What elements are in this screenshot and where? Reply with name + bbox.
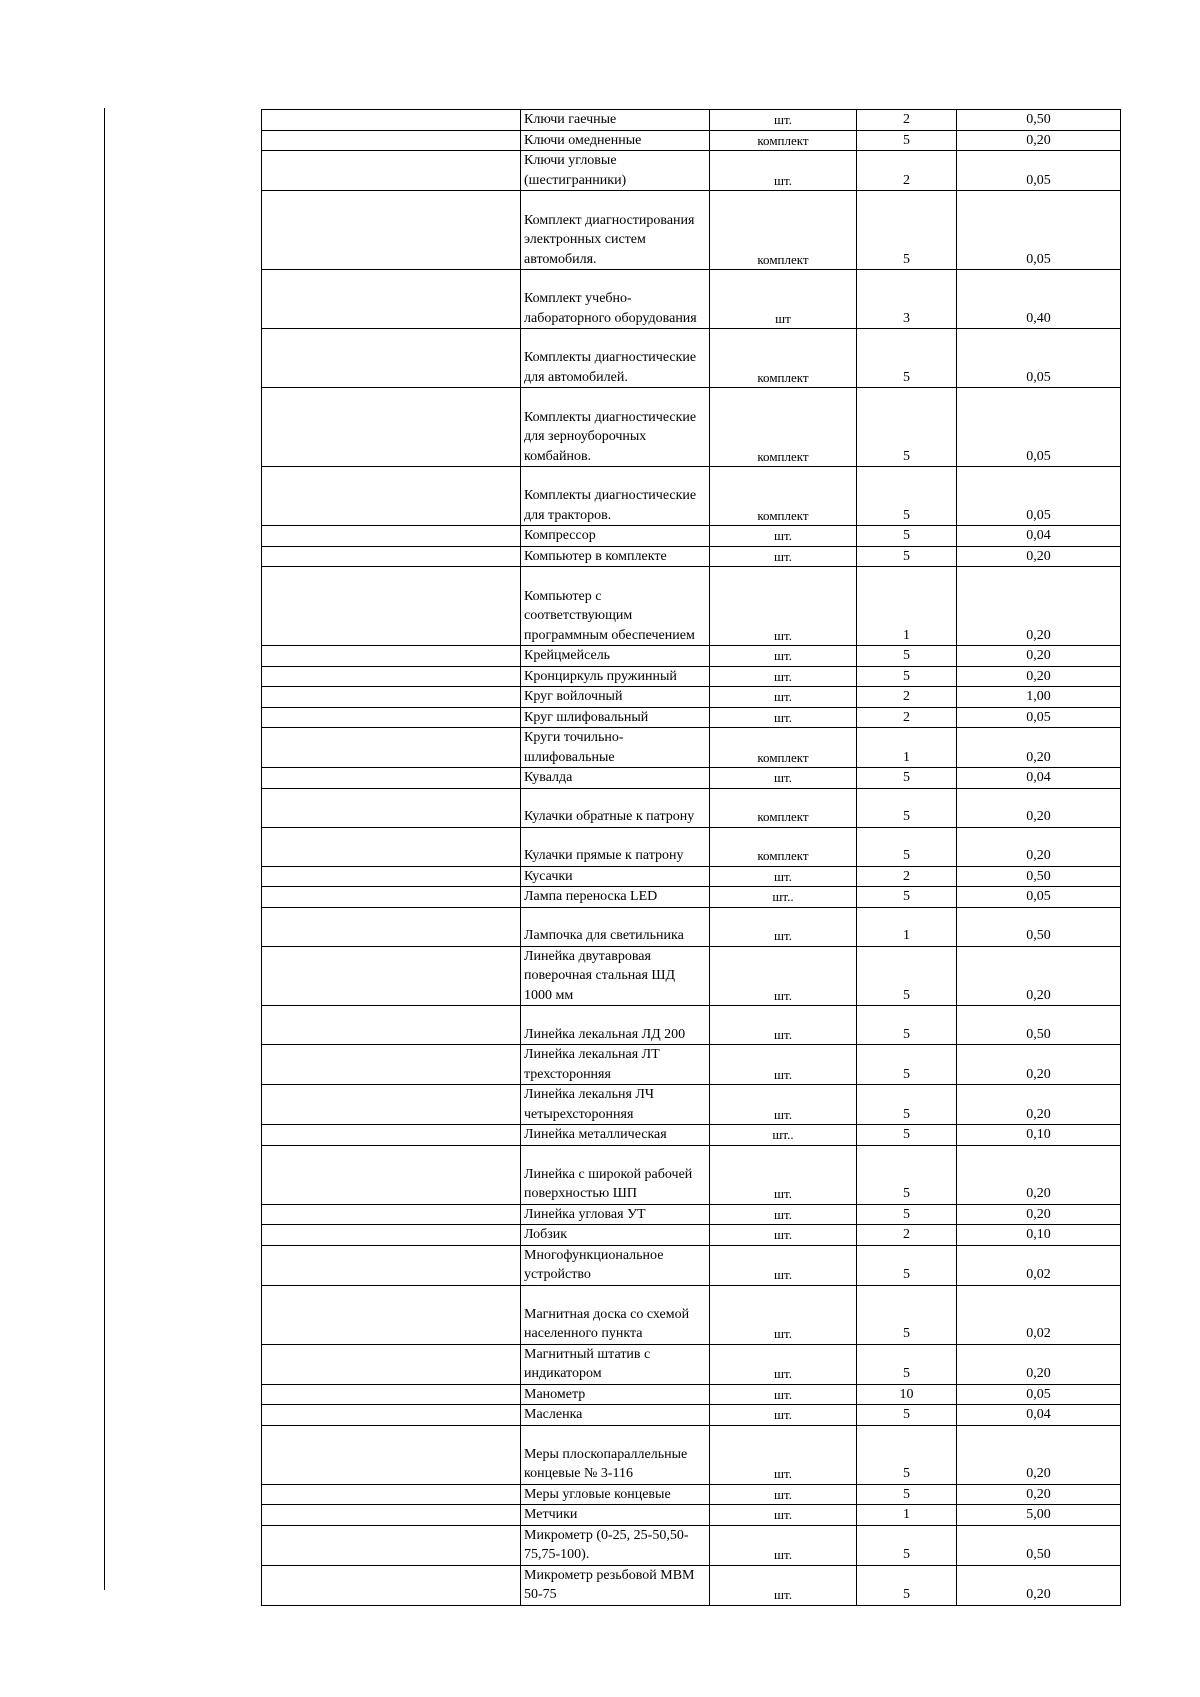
table-row	[262, 827, 1121, 866]
unit-cell: шт.	[710, 1045, 857, 1085]
value-cell: 0,20	[957, 827, 1121, 866]
table-row	[262, 1344, 1121, 1384]
item-name-cell: Ключи омедненные	[521, 130, 710, 151]
quantity-cell: 2	[857, 151, 957, 191]
quantity-cell: 1	[857, 1505, 957, 1526]
table-row	[262, 388, 1121, 467]
quantity-cell: 5	[857, 329, 957, 388]
table-row	[262, 1204, 1121, 1225]
unit-cell: комплект	[710, 728, 857, 768]
unit-cell: шт.	[710, 1285, 857, 1344]
empty-cell	[262, 827, 521, 866]
item-name-cell: Микрометр резьбовой МВМ 50-75	[521, 1565, 710, 1605]
table-row	[262, 1225, 1121, 1246]
quantity-cell: 5	[857, 467, 957, 526]
table-row	[262, 1245, 1121, 1285]
unit-cell: комплект	[710, 329, 857, 388]
unit-cell: шт.	[710, 567, 857, 646]
table-row	[262, 1525, 1121, 1565]
item-name-cell: Лобзик	[521, 1225, 710, 1246]
quantity-cell: 10	[857, 1384, 957, 1405]
value-cell: 0,20	[957, 1425, 1121, 1484]
item-name-cell: Магнитный штатив с индикатором	[521, 1344, 710, 1384]
value-cell: 0,05	[957, 707, 1121, 728]
empty-cell	[262, 946, 521, 1006]
table-row	[262, 1425, 1121, 1484]
quantity-cell: 5	[857, 1125, 957, 1146]
empty-cell	[262, 191, 521, 270]
value-cell: 0,20	[957, 546, 1121, 567]
unit-cell: шт.	[710, 546, 857, 567]
quantity-cell: 2	[857, 687, 957, 708]
value-cell: 0,10	[957, 1125, 1121, 1146]
empty-cell	[262, 866, 521, 887]
table-row	[262, 1145, 1121, 1204]
item-name-cell: Магнитная доска со схемой населенного пункта	[521, 1285, 710, 1344]
empty-cell	[262, 728, 521, 768]
quantity-cell: 5	[857, 1245, 957, 1285]
value-cell: 0,05	[957, 329, 1121, 388]
table-row	[262, 130, 1121, 151]
item-name-cell: Ключи гаечные	[521, 110, 710, 131]
quantity-cell: 3	[857, 270, 957, 329]
empty-cell	[262, 707, 521, 728]
item-name-cell: Ключи угловые (шестигранники)	[521, 151, 710, 191]
unit-cell: комплект	[710, 130, 857, 151]
value-cell: 0,04	[957, 768, 1121, 789]
value-cell: 0,20	[957, 1565, 1121, 1605]
table-row	[262, 546, 1121, 567]
value-cell: 0,20	[957, 946, 1121, 1006]
empty-cell	[262, 1484, 521, 1505]
item-name-cell: Комплекты диагностические для автомобилей.	[521, 329, 710, 388]
table-row	[262, 1006, 1121, 1045]
value-cell: 0,05	[957, 388, 1121, 467]
unit-cell: шт.	[710, 1085, 857, 1125]
empty-cell	[262, 1204, 521, 1225]
item-name-cell: Лампа переноска LED	[521, 887, 710, 908]
empty-cell	[262, 1425, 521, 1484]
table-row	[262, 907, 1121, 946]
quantity-cell: 5	[857, 768, 957, 789]
unit-cell: комплект	[710, 191, 857, 270]
empty-cell	[262, 1045, 521, 1085]
item-name-cell: Меры плоскопараллельные концевые № 3-116	[521, 1425, 710, 1484]
table-row	[262, 1285, 1121, 1344]
unit-cell: комплект	[710, 467, 857, 526]
item-name-cell: Линейка с широкой рабочей поверхностью ШП	[521, 1145, 710, 1204]
value-cell: 0,20	[957, 1085, 1121, 1125]
table-row	[262, 666, 1121, 687]
item-name-cell: Компьютер с соответствующим программным обеспечением	[521, 567, 710, 646]
empty-cell	[262, 1505, 521, 1526]
empty-cell	[262, 646, 521, 667]
table-row	[262, 1125, 1121, 1146]
value-cell: 0,10	[957, 1225, 1121, 1246]
quantity-cell: 5	[857, 666, 957, 687]
empty-cell	[262, 526, 521, 547]
empty-cell	[262, 546, 521, 567]
unit-cell: шт.	[710, 1344, 857, 1384]
table-row	[262, 1565, 1121, 1605]
quantity-cell: 5	[857, 388, 957, 467]
quantity-cell: 1	[857, 728, 957, 768]
value-cell: 0,02	[957, 1245, 1121, 1285]
item-name-cell: Линейка лекальня ЛЧ четырехсторонняя	[521, 1085, 710, 1125]
empty-cell	[262, 1405, 521, 1426]
item-name-cell: Линейка лекальная ЛТ трехсторонняя	[521, 1045, 710, 1085]
empty-cell	[262, 110, 521, 131]
value-cell: 0,50	[957, 110, 1121, 131]
empty-cell	[262, 687, 521, 708]
quantity-cell: 2	[857, 707, 957, 728]
item-name-cell: Компрессор	[521, 526, 710, 547]
empty-cell	[262, 768, 521, 789]
item-name-cell: Линейка металлическая	[521, 1125, 710, 1146]
table-row	[262, 788, 1121, 827]
empty-cell	[262, 788, 521, 827]
table-row	[262, 1085, 1121, 1125]
quantity-cell: 5	[857, 1085, 957, 1125]
unit-cell: шт.	[710, 1006, 857, 1045]
quantity-cell: 5	[857, 1425, 957, 1484]
quantity-cell: 1	[857, 907, 957, 946]
empty-cell	[262, 1225, 521, 1246]
unit-cell: шт.	[710, 1484, 857, 1505]
item-name-cell: Метчики	[521, 1505, 710, 1526]
quantity-cell: 5	[857, 191, 957, 270]
table-row	[262, 707, 1121, 728]
empty-cell	[262, 1384, 521, 1405]
value-cell: 0,02	[957, 1285, 1121, 1344]
unit-cell: шт.	[710, 1505, 857, 1526]
unit-cell: комплект	[710, 388, 857, 467]
table-row	[262, 151, 1121, 191]
quantity-cell: 5	[857, 1344, 957, 1384]
empty-cell	[262, 1344, 521, 1384]
quantity-cell: 5	[857, 1405, 957, 1426]
quantity-cell: 2	[857, 866, 957, 887]
table-row	[262, 768, 1121, 789]
value-cell: 0,20	[957, 1484, 1121, 1505]
table-row	[262, 526, 1121, 547]
table-row	[262, 646, 1121, 667]
quantity-cell: 5	[857, 546, 957, 567]
quantity-cell: 1	[857, 567, 957, 646]
empty-cell	[262, 1006, 521, 1045]
value-cell: 1,00	[957, 687, 1121, 708]
table-row	[262, 1045, 1121, 1085]
empty-cell	[262, 907, 521, 946]
quantity-cell: 5	[857, 1285, 957, 1344]
item-name-cell: Меры угловые концевые	[521, 1484, 710, 1505]
value-cell: 0,40	[957, 270, 1121, 329]
value-cell: 0,50	[957, 866, 1121, 887]
value-cell: 0,05	[957, 467, 1121, 526]
value-cell: 0,50	[957, 907, 1121, 946]
value-cell: 0,05	[957, 151, 1121, 191]
quantity-cell: 5	[857, 646, 957, 667]
unit-cell: шт.	[710, 1245, 857, 1285]
item-name-cell: Круг шлифовальный	[521, 707, 710, 728]
unit-cell: шт.	[710, 687, 857, 708]
empty-cell	[262, 130, 521, 151]
value-cell: 0,20	[957, 567, 1121, 646]
unit-cell: шт.	[710, 666, 857, 687]
table-row	[262, 567, 1121, 646]
table-row	[262, 467, 1121, 526]
value-cell: 0,20	[957, 788, 1121, 827]
item-name-cell: Крейцмейсель	[521, 646, 710, 667]
unit-cell: шт.	[710, 1405, 857, 1426]
quantity-cell: 5	[857, 887, 957, 908]
value-cell: 0,05	[957, 191, 1121, 270]
unit-cell: шт.	[710, 646, 857, 667]
item-name-cell: Кулачки обратные к патрону	[521, 788, 710, 827]
unit-cell: шт.	[710, 1204, 857, 1225]
unit-cell: шт.	[710, 151, 857, 191]
table-row	[262, 1505, 1121, 1526]
unit-cell: шт..	[710, 887, 857, 908]
unit-cell: шт.	[710, 768, 857, 789]
item-name-cell: Линейка лекальная ЛД 200	[521, 1006, 710, 1045]
unit-cell: шт.	[710, 907, 857, 946]
unit-cell: шт.	[710, 526, 857, 547]
unit-cell: комплект	[710, 788, 857, 827]
table-row	[262, 191, 1121, 270]
empty-cell	[262, 1285, 521, 1344]
value-cell: 5,00	[957, 1505, 1121, 1526]
unit-cell: комплект	[710, 827, 857, 866]
item-name-cell: Компьютер в комплекте	[521, 546, 710, 567]
empty-cell	[262, 1125, 521, 1146]
value-cell: 0,20	[957, 666, 1121, 687]
unit-cell: шт..	[710, 1125, 857, 1146]
unit-cell: шт.	[710, 1565, 857, 1605]
item-name-cell: Кувалда	[521, 768, 710, 789]
item-name-cell: Круги точильно-шлифовальные	[521, 728, 710, 768]
quantity-cell: 2	[857, 110, 957, 131]
unit-cell: шт.	[710, 1425, 857, 1484]
item-name-cell: Комплекты диагностические для тракторов.	[521, 467, 710, 526]
table-row	[262, 1405, 1121, 1426]
value-cell: 0,20	[957, 1145, 1121, 1204]
equipment-table-body	[262, 110, 1121, 1606]
item-name-cell: Круг войлочный	[521, 687, 710, 708]
page-margin-line	[104, 108, 105, 1590]
value-cell: 0,20	[957, 1344, 1121, 1384]
value-cell: 0,20	[957, 646, 1121, 667]
quantity-cell: 5	[857, 1525, 957, 1565]
value-cell: 0,50	[957, 1006, 1121, 1045]
quantity-cell: 5	[857, 827, 957, 866]
unit-cell: шт.	[710, 946, 857, 1006]
item-name-cell: Многофункциональное устройство	[521, 1245, 710, 1285]
empty-cell	[262, 567, 521, 646]
unit-cell: шт.	[710, 866, 857, 887]
quantity-cell: 5	[857, 1484, 957, 1505]
quantity-cell: 5	[857, 130, 957, 151]
value-cell: 0,05	[957, 887, 1121, 908]
quantity-cell: 5	[857, 1145, 957, 1204]
item-name-cell: Микрометр (0-25, 25-50,50-75,75-100).	[521, 1525, 710, 1565]
item-name-cell: Комплекты диагностические для зерноуборочных комбайнов.	[521, 388, 710, 467]
table-row	[262, 728, 1121, 768]
equipment-table	[261, 109, 1121, 1606]
empty-cell	[262, 270, 521, 329]
value-cell: 0,04	[957, 1405, 1121, 1426]
table-row	[262, 1484, 1121, 1505]
unit-cell: шт.	[710, 1225, 857, 1246]
quantity-cell: 5	[857, 1565, 957, 1605]
empty-cell	[262, 1245, 521, 1285]
value-cell: 0,20	[957, 728, 1121, 768]
empty-cell	[262, 151, 521, 191]
value-cell: 0,05	[957, 1384, 1121, 1405]
item-name-cell: Кронциркуль пружинный	[521, 666, 710, 687]
table-row	[262, 946, 1121, 1006]
unit-cell: шт.	[710, 1384, 857, 1405]
table-row	[262, 270, 1121, 329]
quantity-cell: 5	[857, 946, 957, 1006]
quantity-cell: 5	[857, 1204, 957, 1225]
empty-cell	[262, 467, 521, 526]
unit-cell: шт.	[710, 1525, 857, 1565]
table-row	[262, 329, 1121, 388]
quantity-cell: 5	[857, 1045, 957, 1085]
empty-cell	[262, 388, 521, 467]
item-name-cell: Лампочка для светильника	[521, 907, 710, 946]
item-name-cell: Кулачки прямые к патрону	[521, 827, 710, 866]
unit-cell: шт	[710, 270, 857, 329]
unit-cell: шт.	[710, 1145, 857, 1204]
empty-cell	[262, 329, 521, 388]
value-cell: 0,20	[957, 1204, 1121, 1225]
value-cell: 0,20	[957, 130, 1121, 151]
empty-cell	[262, 666, 521, 687]
empty-cell	[262, 1565, 521, 1605]
table-row	[262, 866, 1121, 887]
empty-cell	[262, 887, 521, 908]
table-row	[262, 110, 1121, 131]
empty-cell	[262, 1145, 521, 1204]
item-name-cell: Комплект учебно-лабораторного оборудования	[521, 270, 710, 329]
table-row	[262, 1384, 1121, 1405]
quantity-cell: 2	[857, 1225, 957, 1246]
value-cell: 0,50	[957, 1525, 1121, 1565]
item-name-cell: Линейка угловая УТ	[521, 1204, 710, 1225]
empty-cell	[262, 1085, 521, 1125]
table-row	[262, 687, 1121, 708]
empty-cell	[262, 1525, 521, 1565]
value-cell: 0,20	[957, 1045, 1121, 1085]
item-name-cell: Линейка двутавровая поверочная стальная ШД 1000 мм	[521, 946, 710, 1006]
unit-cell: шт.	[710, 707, 857, 728]
quantity-cell: 5	[857, 1006, 957, 1045]
table-row	[262, 887, 1121, 908]
value-cell: 0,04	[957, 526, 1121, 547]
quantity-cell: 5	[857, 526, 957, 547]
item-name-cell: Комплект диагностирования электронных систем автомобиля.	[521, 191, 710, 270]
item-name-cell: Масленка	[521, 1405, 710, 1426]
unit-cell: шт.	[710, 110, 857, 131]
item-name-cell: Кусачки	[521, 866, 710, 887]
item-name-cell: Манометр	[521, 1384, 710, 1405]
quantity-cell: 5	[857, 788, 957, 827]
